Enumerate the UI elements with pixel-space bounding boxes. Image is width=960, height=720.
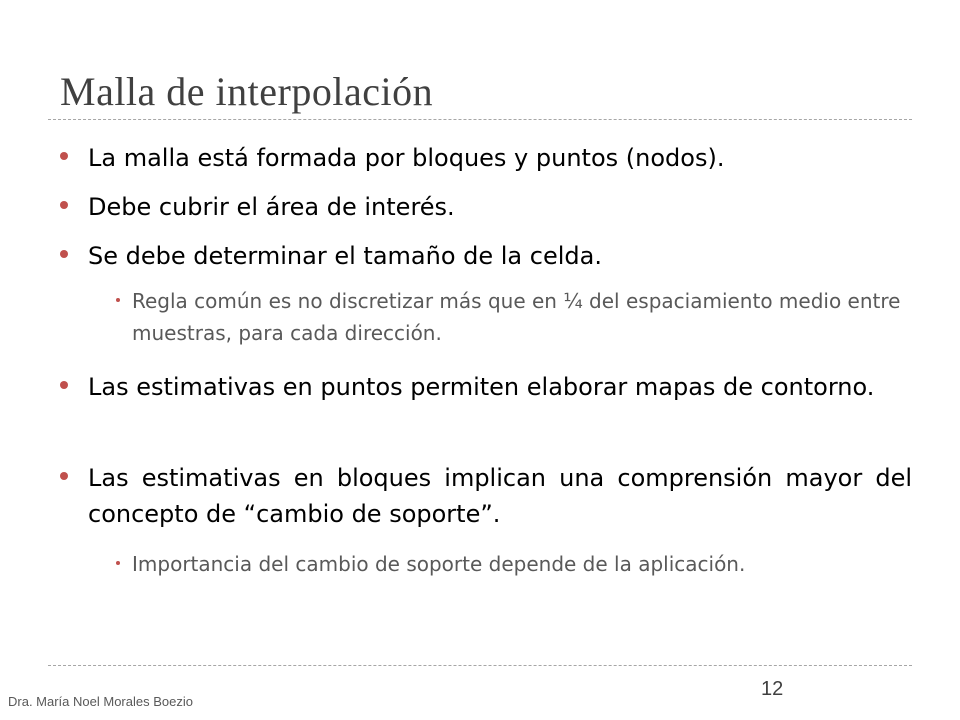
bullet-dot-icon: [60, 250, 68, 258]
bullet-dot-icon: [60, 201, 68, 209]
sub-bullet-text: Regla común es no discretizar más que en ¼ del espaciamiento medio entre muestras, para cada dirección.: [132, 289, 901, 345]
bullet-dot-icon: [60, 472, 68, 480]
bullet-text: Las estimativas en puntos permiten elaborar mapas de contorno.: [88, 373, 875, 401]
sub-bullet-text: Importancia del cambio de soporte depende de la aplicación.: [132, 552, 746, 576]
bullet-text: Las estimativas en bloques implican una comprensión mayor del concepto de “cambio de soporte”.: [88, 464, 912, 528]
bullet-dot-icon: [60, 381, 68, 389]
footer-divider: [48, 665, 912, 666]
sub-bullet-dot-icon: [116, 298, 120, 302]
bullet-text: Debe cubrir el área de interés.: [88, 193, 455, 221]
author-footer: Dra. María Noel Morales Boezio: [8, 694, 193, 709]
sub-bullet-dot-icon: [116, 561, 120, 565]
bullet-text: La malla está formada por bloques y puntos (nodos).: [88, 144, 725, 172]
title-divider: [48, 119, 912, 120]
bullet-dot-icon: [60, 152, 68, 160]
bullet-text: Se debe determinar el tamaño de la celda.: [88, 242, 602, 270]
slide-title: Malla de interpolación: [60, 69, 434, 114]
page-number: 12: [761, 678, 784, 700]
